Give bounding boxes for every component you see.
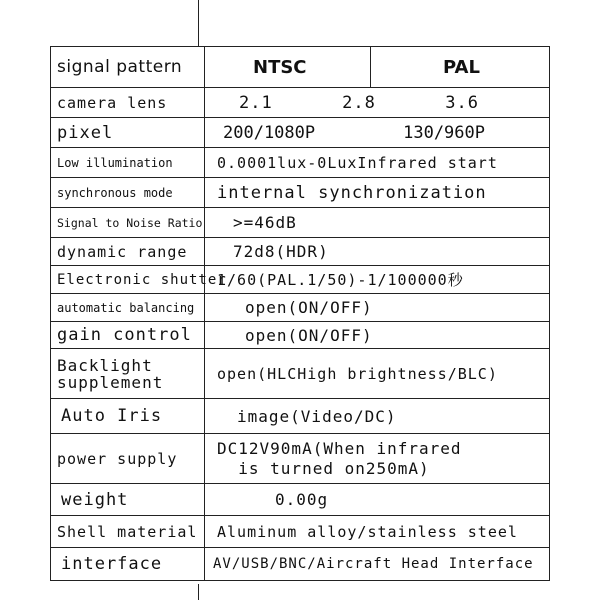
camera-lens-label: camera lens xyxy=(51,88,205,118)
table-row-backlight xyxy=(51,349,550,399)
gain-control-label: gain control xyxy=(51,322,205,349)
power-supply-label: power supply xyxy=(51,434,205,484)
synchronous-mode-label: synchronous mode xyxy=(51,178,205,208)
interface-label: interface xyxy=(51,548,205,581)
table-row-header xyxy=(51,47,550,88)
table-top-divider xyxy=(198,0,199,47)
power-supply-value-text: DC12V90mA(When infrared is turned on250mA) xyxy=(217,438,462,478)
table-row-synchronous-mode xyxy=(51,178,550,208)
backlight-value: open(HLCHigh brightness/BLC) xyxy=(205,349,550,399)
dynamic-range-value: 72d8(HDR) xyxy=(205,238,550,266)
auto-iris-label: Auto Iris xyxy=(51,399,205,434)
table-row-automatic-balancing xyxy=(51,294,550,322)
table-row-electronic-shutter xyxy=(51,266,550,294)
snr-label: Signal to Noise Ratio xyxy=(51,208,205,238)
table-row-low-illumination xyxy=(51,148,550,178)
automatic-balancing-label: automatic balancing xyxy=(51,294,205,322)
pal-header: PAL xyxy=(371,47,550,88)
pixel-label: pixel xyxy=(51,118,205,148)
table-row-shell-material xyxy=(51,516,550,548)
snr-value: >=46dB xyxy=(205,208,550,238)
weight-label: weight xyxy=(51,484,205,516)
pixel-value-2: 130/960P xyxy=(403,122,485,143)
pixel-value xyxy=(205,118,550,148)
low-illumination-label: Low illumination xyxy=(51,148,205,178)
table-row-pixel xyxy=(51,118,550,148)
table-row-snr xyxy=(51,208,550,238)
spec-table xyxy=(50,46,550,581)
backlight-label-text: Backlight supplement xyxy=(57,355,164,392)
lens-value-3: 3.6 xyxy=(445,92,479,113)
lens-value-1: 2.1 xyxy=(239,92,273,113)
electronic-shutter-label: Electronic shutter xyxy=(51,266,205,294)
interface-value: AV/USB/BNC/Aircraft Head Interface xyxy=(205,548,550,581)
table-row-power-supply xyxy=(51,434,550,484)
automatic-balancing-value: open(ON/OFF) xyxy=(205,294,550,322)
pixel-value-1: 200/1080P xyxy=(223,122,316,143)
gain-control-value: open(ON/OFF) xyxy=(205,322,550,349)
camera-lens-value xyxy=(205,88,550,118)
auto-iris-value: image(Video/DC) xyxy=(205,399,550,434)
table-row-dynamic-range xyxy=(51,238,550,266)
low-illumination-value: 0.0001lux-0LuxInfrared start xyxy=(205,148,550,178)
backlight-label xyxy=(51,349,205,399)
table-row-interface xyxy=(51,548,550,581)
shell-material-value: Aluminum alloy/stainless steel xyxy=(205,516,550,548)
table-row-camera-lens xyxy=(51,88,550,118)
electronic-shutter-value: 1/60(PAL.1/50)-1/100000秒 xyxy=(205,266,550,294)
table-row-weight xyxy=(51,484,550,516)
dynamic-range-label: dynamic range xyxy=(51,238,205,266)
table-row-gain-control xyxy=(51,322,550,349)
ntsc-header: NTSC xyxy=(205,47,371,88)
table-bottom-divider xyxy=(198,584,199,600)
power-supply-value xyxy=(205,434,550,484)
table-row-auto-iris xyxy=(51,399,550,434)
lens-value-2: 2.8 xyxy=(342,92,376,113)
synchronous-mode-value: internal synchronization xyxy=(205,178,550,208)
shell-material-label: Shell material xyxy=(51,516,205,548)
signal-pattern-label: signal pattern xyxy=(51,47,205,88)
weight-value: 0.00g xyxy=(205,484,550,516)
